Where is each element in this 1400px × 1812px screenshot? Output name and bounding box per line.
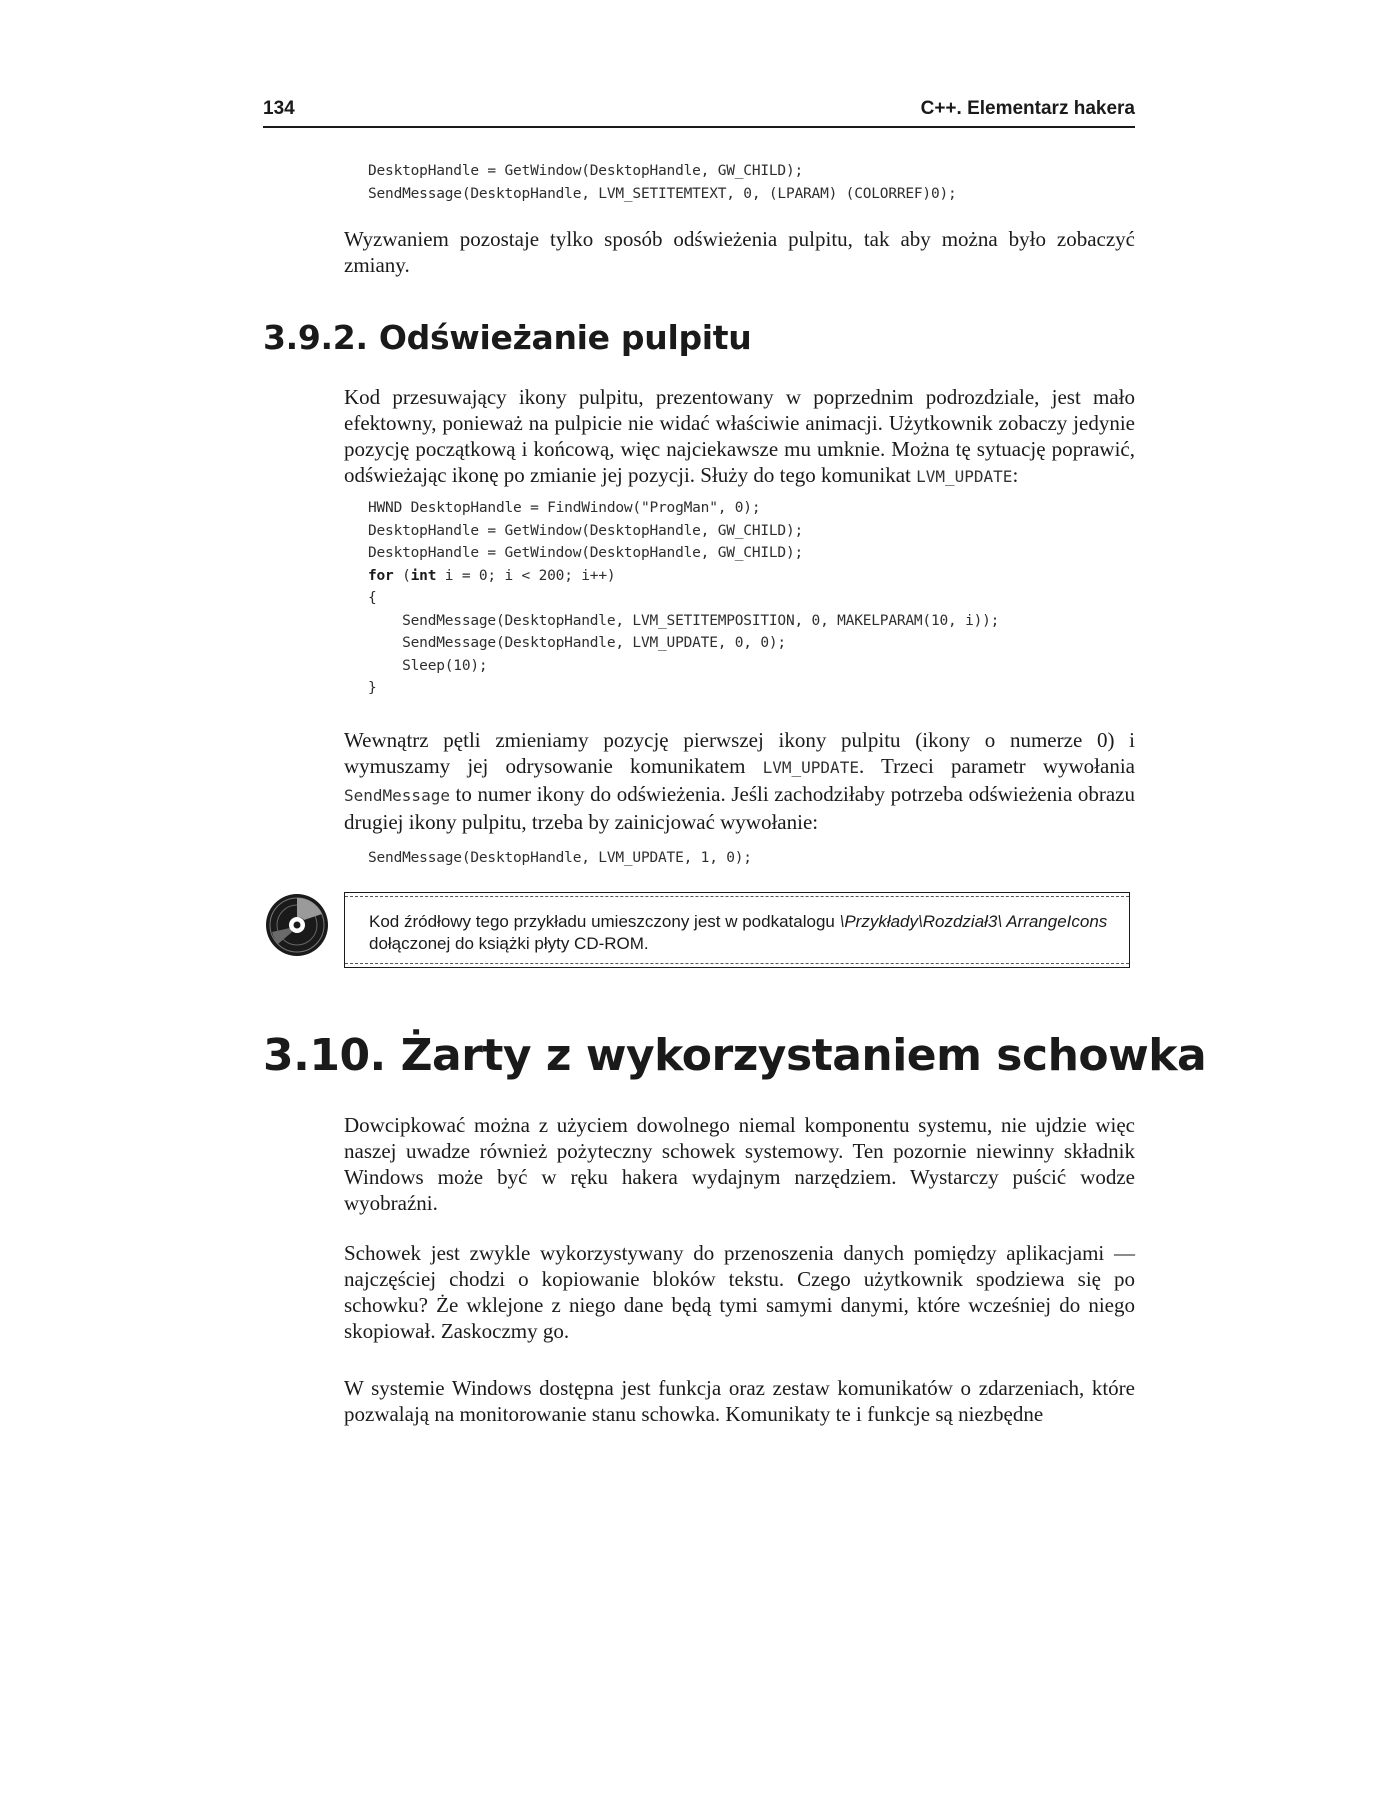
section-heading-3-9-2: 3.9.2. Odświeżanie pulpitu xyxy=(263,318,752,357)
paragraph: Dowcipkować można z użyciem dowolnego niemal komponentu systemu, nie ujdzie więc naszej uwadze również pożyteczny schowek systemowy. Ten pozornie niewinny składnik Windows może być w ręku hakera wydajnym narzędziem. Wystarczy puścić wodze wyobraźni. xyxy=(344,1113,1135,1215)
code-text: ( xyxy=(393,567,411,584)
note-text-part: Kod źródłowy tego przykładu umieszczony jest w podkatalogu xyxy=(369,912,840,931)
paragraph xyxy=(344,384,1135,490)
code-line: DesktopHandle = GetWindow(DesktopHandle, GW_CHILD); xyxy=(368,545,804,561)
code-keyword: int xyxy=(410,567,437,584)
note-text xyxy=(369,911,1109,955)
code-line: } xyxy=(368,680,377,696)
code-line: SendMessage(DesktopHandle, LVM_SETITEMPOSITION, 0, MAKELPARAM(10, i)); xyxy=(368,612,1000,629)
note-text-part: dołączonej do książki płyty CD-ROM. xyxy=(369,934,649,953)
code-block-3 xyxy=(368,847,752,870)
code-line: HWND DesktopHandle = FindWindow("ProgMan", 0); xyxy=(368,500,761,516)
code-line: DesktopHandle = GetWindow(DesktopHandle, GW_CHILD); xyxy=(368,163,804,179)
paragraph: W systemie Windows dostępna jest funkcja oraz zestaw komunikatów o zdarzeniach, które pozwalają na monitorowanie stanu schowka. Komunikaty te i funkcje są niezbędne xyxy=(344,1376,1135,1426)
cd-rom-icon xyxy=(264,892,330,958)
paragraph: Schowek jest zwykle wykorzystywany do przenoszenia danych pomiędzy aplikacjami — najczęściej chodzi o kopiowanie bloków tekstu. Czego użytkownik spodziewa się po schowku? Że wklejone z niego dane będą tymi samymi danymi, które wcześniej do niego skopiował. Zaskoczmy go. xyxy=(344,1241,1135,1343)
code-line: SendMessage(DesktopHandle, LVM_UPDATE, 1, 0); xyxy=(368,850,752,866)
code-line: Sleep(10); xyxy=(368,657,488,674)
paragraph-text: Wewnątrz pętli zmieniamy pozycję pierwszej ikony pulpitu (ikony o numerze 0) i wymuszamy jej odrysowanie komunikatem xyxy=(344,728,1135,778)
code-block-2 xyxy=(368,497,999,700)
note-path: \Przykłady\Rozdział3\ ArrangeIcons xyxy=(839,912,1108,931)
inline-code: SendMessage xyxy=(344,786,450,805)
code-line: SendMessage(DesktopHandle, LVM_SETITEMTEXT, 0, (LPARAM) (COLORREF)0); xyxy=(368,185,957,202)
paragraph-text: : xyxy=(1012,463,1019,487)
page-number: 134 xyxy=(263,98,295,119)
paragraph-text: . Trzeci parametr wywołania xyxy=(858,754,1135,778)
running-title: C++. Elementarz hakera xyxy=(920,98,1135,119)
code-line: DesktopHandle = GetWindow(DesktopHandle, GW_CHILD); xyxy=(368,522,804,539)
inline-code: LVM_UPDATE xyxy=(762,758,859,777)
inline-code: LVM_UPDATE xyxy=(916,467,1013,486)
code-line: SendMessage(DesktopHandle, LVM_UPDATE, 0, 0); xyxy=(368,635,786,651)
code-text: i = 0; i < 200; i++) xyxy=(436,567,616,584)
code-line: { xyxy=(368,590,377,606)
paragraph-text: to numer ikony do odświeżenia. Jeśli zachodziłaby potrzeba odświeżenia obrazu drugiej ikony pulpitu, trzeba by zainicjować wywołanie: xyxy=(344,782,1135,834)
paragraph: Wyzwaniem pozostaje tylko sposób odświeżenia pulpitu, tak aby można było zobaczyć zmiany. xyxy=(344,227,1135,277)
page-header xyxy=(263,96,1135,128)
chapter-heading-3-10: 3.10. Żarty z wykorzystaniem schowka xyxy=(263,1030,1207,1081)
code-block-1 xyxy=(368,160,957,205)
paragraph xyxy=(344,727,1135,835)
code-keyword: for xyxy=(368,567,394,584)
paragraph-text: Kod przesuwający ikony pulpitu, prezentowany w poprzednim podrozdziale, jest mało efektowny, ponieważ na pulpicie nie widać właściwie animacji. Użytkownik zobaczy jedynie pozycję początkową i końcową, więc najciekawsze mu umknie. Można tę sytuację poprawić, odświeżając ikonę po zmianie jej pozycji. Służy do tego komunikat xyxy=(344,385,1135,487)
cd-rom-note xyxy=(344,892,1130,968)
